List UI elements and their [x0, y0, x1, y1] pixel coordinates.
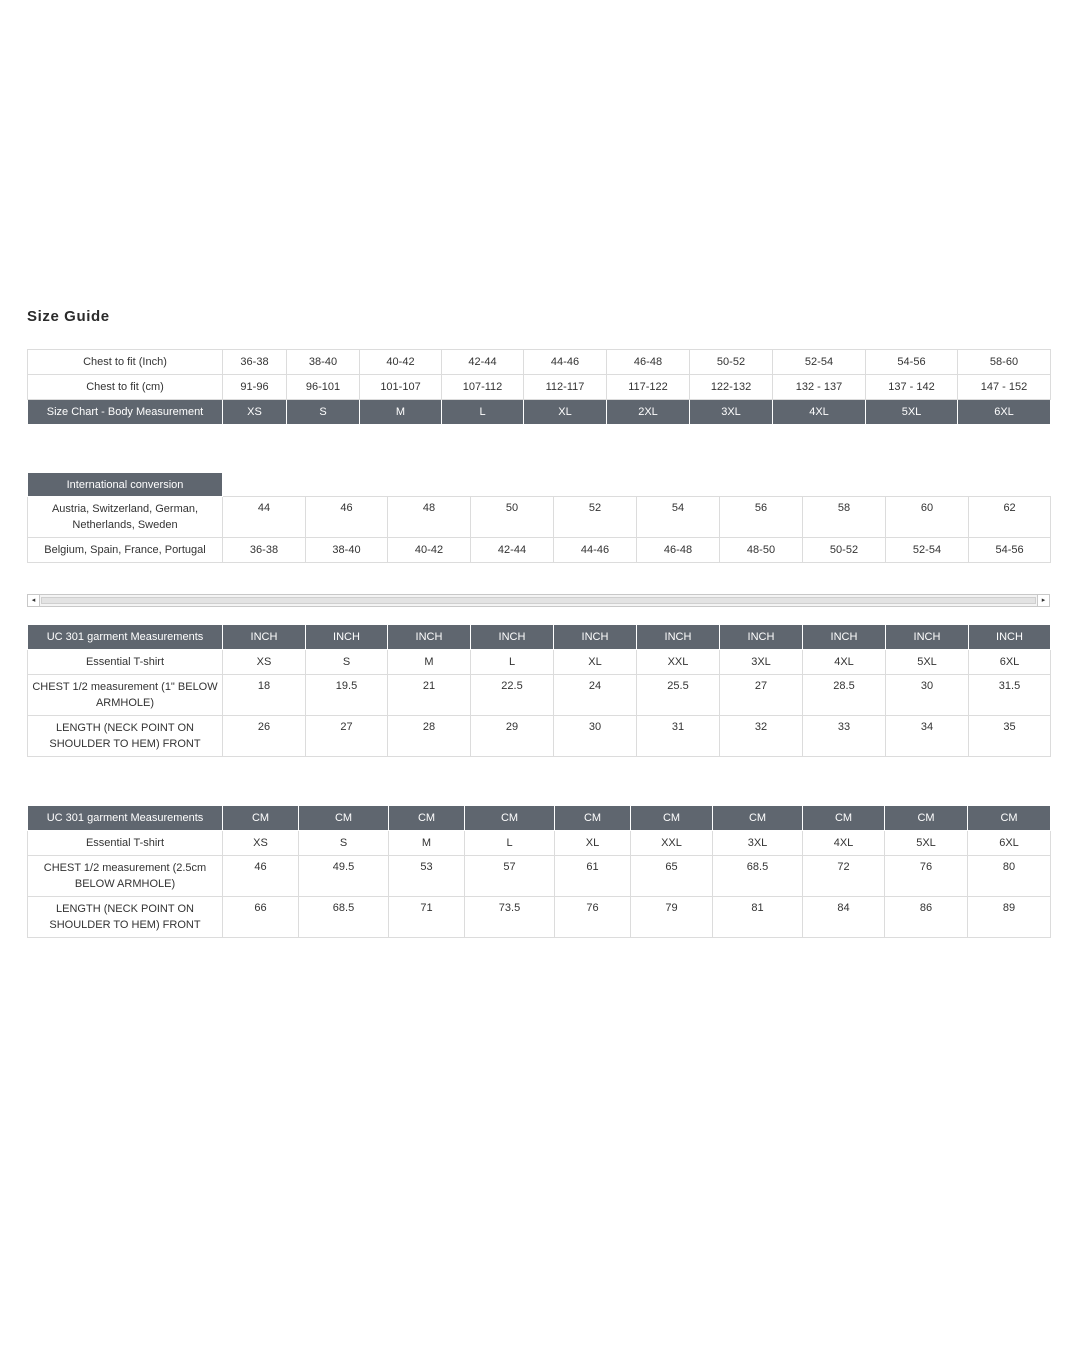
table-cell: 50-52 [690, 350, 773, 375]
scrollbar-thumb[interactable] [41, 597, 1036, 604]
unit-cell: INCH [471, 625, 554, 650]
table-cell: 42-44 [442, 350, 524, 375]
table-cell: 81 [713, 897, 803, 938]
table-cell: 28 [388, 716, 471, 757]
inch-measurements-table [27, 624, 1051, 757]
unit-cell: INCH [803, 625, 886, 650]
table-cell: 32 [720, 716, 803, 757]
table-cell: 5XL [886, 650, 969, 675]
table-cell: 26 [223, 716, 306, 757]
table-cell: S [299, 831, 389, 856]
empty-cell [223, 473, 1051, 497]
table-cell: 46 [223, 856, 299, 897]
table-cell: 27 [720, 675, 803, 716]
size-cell: L [442, 400, 524, 425]
table-cell: 40-42 [388, 538, 471, 563]
table-cell: 24 [554, 675, 637, 716]
row-label: Austria, Switzerland, German, Netherlands, Sweden [28, 497, 223, 538]
table-cell: 52-54 [886, 538, 969, 563]
size-cell: M [360, 400, 442, 425]
unit-cell: INCH [554, 625, 637, 650]
table-cell: 132 - 137 [773, 375, 866, 400]
table-cell: XS [223, 650, 306, 675]
table-cell: 50-52 [803, 538, 886, 563]
table-cell: 30 [886, 675, 969, 716]
table-cell: 25.5 [637, 675, 720, 716]
table-cell: 44-46 [524, 350, 607, 375]
size-cell: XL [524, 400, 607, 425]
table-cell: S [306, 650, 388, 675]
unit-cell: CM [299, 806, 389, 831]
unit-cell: INCH [223, 625, 306, 650]
table-cell: 76 [885, 856, 968, 897]
table-cell: 58 [803, 497, 886, 538]
unit-cell: INCH [388, 625, 471, 650]
table-header-row [28, 400, 1051, 425]
table-cell: L [465, 831, 555, 856]
table-cell: 56 [720, 497, 803, 538]
international-conversion-table [27, 472, 1051, 563]
table-cell: 73.5 [465, 897, 555, 938]
size-cell: 3XL [690, 400, 773, 425]
table-cell: 101-107 [360, 375, 442, 400]
table-cell: 28.5 [803, 675, 886, 716]
table-cell: 31 [637, 716, 720, 757]
table-cell: 19.5 [306, 675, 388, 716]
unit-cell: INCH [969, 625, 1051, 650]
size-cell: XS [223, 400, 287, 425]
table-row [28, 897, 1051, 938]
table-cell: XXL [637, 650, 720, 675]
unit-cell: CM [465, 806, 555, 831]
table-row [28, 497, 1051, 538]
row-label: Essential T-shirt [28, 650, 223, 675]
unit-cell: CM [885, 806, 968, 831]
row-label: LENGTH (NECK POINT ON SHOULDER TO HEM) FRONT [28, 897, 223, 938]
table-cell: M [388, 650, 471, 675]
table-cell: 60 [886, 497, 969, 538]
table-cell: 22.5 [471, 675, 554, 716]
table-cell: 29 [471, 716, 554, 757]
table-cell: 35 [969, 716, 1051, 757]
table-row [28, 350, 1051, 375]
table-cell: 122-132 [690, 375, 773, 400]
table-cell: 34 [886, 716, 969, 757]
table-cell: 80 [968, 856, 1051, 897]
table-cell: 50 [471, 497, 554, 538]
table-cell: 54 [637, 497, 720, 538]
table-cell: 48-50 [720, 538, 803, 563]
table-cell: 27 [306, 716, 388, 757]
row-label: Size Chart - Body Measurement [28, 400, 223, 425]
table-cell: 107-112 [442, 375, 524, 400]
row-label: Belgium, Spain, France, Portugal [28, 538, 223, 563]
table-cell: 96-101 [287, 375, 360, 400]
table-cell: XL [554, 650, 637, 675]
unit-cell: INCH [886, 625, 969, 650]
table-header-row [28, 625, 1051, 650]
table-cell: 38-40 [287, 350, 360, 375]
table-cell: 52-54 [773, 350, 866, 375]
table-cell: 84 [803, 897, 885, 938]
table-cell: 52 [554, 497, 637, 538]
table-cell: 86 [885, 897, 968, 938]
table-cell: 147 - 152 [958, 375, 1051, 400]
table-cell: 30 [554, 716, 637, 757]
table-cell: 33 [803, 716, 886, 757]
unit-cell: INCH [720, 625, 803, 650]
table-cell: 4XL [803, 650, 886, 675]
table-cell: 89 [968, 897, 1051, 938]
row-label: CHEST 1/2 measurement (2.5cm BELOW ARMHOLE) [28, 856, 223, 897]
table-row [28, 538, 1051, 563]
table-cell: 3XL [713, 831, 803, 856]
unit-cell: INCH [306, 625, 388, 650]
table-row [28, 831, 1051, 856]
table-cell: 65 [631, 856, 713, 897]
table-cell: 58-60 [958, 350, 1051, 375]
table-cell: 18 [223, 675, 306, 716]
table-cell: 44 [223, 497, 306, 538]
table-header-row [28, 473, 1051, 497]
table-cell: 6XL [968, 831, 1051, 856]
size-cell: 2XL [607, 400, 690, 425]
table-cell: 62 [969, 497, 1051, 538]
unit-cell: CM [223, 806, 299, 831]
table-cell: 46-48 [637, 538, 720, 563]
page-title: Size Guide [27, 308, 110, 325]
table-cell: 21 [388, 675, 471, 716]
table-cell: 137 - 142 [866, 375, 958, 400]
row-label: Chest to fit (Inch) [28, 350, 223, 375]
table-cell: 71 [389, 897, 465, 938]
table-cell: 46-48 [607, 350, 690, 375]
table-cell: 46 [306, 497, 388, 538]
conversion-header: International conversion [28, 473, 223, 497]
size-cell: S [287, 400, 360, 425]
table-cell: 54-56 [969, 538, 1051, 563]
table-cell: 117-122 [607, 375, 690, 400]
table-cell: 68.5 [299, 897, 389, 938]
table-cell: 36-38 [223, 538, 306, 563]
unit-cell: CM [389, 806, 465, 831]
size-cell: 5XL [866, 400, 958, 425]
table-cell: 4XL [803, 831, 885, 856]
table-cell: 31.5 [969, 675, 1051, 716]
table-row [28, 716, 1051, 757]
table-cell: 3XL [720, 650, 803, 675]
table-cell: XL [555, 831, 631, 856]
row-label: Chest to fit (cm) [28, 375, 223, 400]
table-row [28, 650, 1051, 675]
body-measurement-table [27, 349, 1051, 425]
unit-cell: CM [803, 806, 885, 831]
scroll-left-arrow-icon[interactable]: ◂ [28, 595, 40, 606]
horizontal-scrollbar[interactable] [27, 594, 1050, 607]
table-cell: 112-117 [524, 375, 607, 400]
scroll-right-arrow-icon[interactable]: ▸ [1037, 595, 1049, 606]
table-cell: 40-42 [360, 350, 442, 375]
header-label: UC 301 garment Measurements [28, 625, 223, 650]
table-cell: 44-46 [554, 538, 637, 563]
table-cell: 61 [555, 856, 631, 897]
table-cell: 54-56 [866, 350, 958, 375]
table-cell: 42-44 [471, 538, 554, 563]
row-label: Essential T-shirt [28, 831, 223, 856]
size-cell: 4XL [773, 400, 866, 425]
cm-measurements-table [27, 805, 1051, 938]
table-cell: 38-40 [306, 538, 388, 563]
table-cell: 57 [465, 856, 555, 897]
table-cell: 66 [223, 897, 299, 938]
header-label: UC 301 garment Measurements [28, 806, 223, 831]
table-cell: 48 [388, 497, 471, 538]
size-cell: 6XL [958, 400, 1051, 425]
table-row [28, 856, 1051, 897]
unit-cell: CM [555, 806, 631, 831]
table-cell: 68.5 [713, 856, 803, 897]
table-cell: 49.5 [299, 856, 389, 897]
table-cell: 79 [631, 897, 713, 938]
table-cell: M [389, 831, 465, 856]
table-cell: 76 [555, 897, 631, 938]
row-label: CHEST 1/2 measurement (1" BELOW ARMHOLE) [28, 675, 223, 716]
row-label: LENGTH (NECK POINT ON SHOULDER TO HEM) FRONT [28, 716, 223, 757]
unit-cell: INCH [637, 625, 720, 650]
table-cell: 72 [803, 856, 885, 897]
table-header-row [28, 806, 1051, 831]
table-cell: XXL [631, 831, 713, 856]
table-cell: 5XL [885, 831, 968, 856]
table-cell: 36-38 [223, 350, 287, 375]
table-row [28, 675, 1051, 716]
table-cell: L [471, 650, 554, 675]
unit-cell: CM [713, 806, 803, 831]
table-cell: 6XL [969, 650, 1051, 675]
unit-cell: CM [631, 806, 713, 831]
unit-cell: CM [968, 806, 1051, 831]
table-cell: 53 [389, 856, 465, 897]
table-row [28, 375, 1051, 400]
table-cell: XS [223, 831, 299, 856]
table-cell: 91-96 [223, 375, 287, 400]
